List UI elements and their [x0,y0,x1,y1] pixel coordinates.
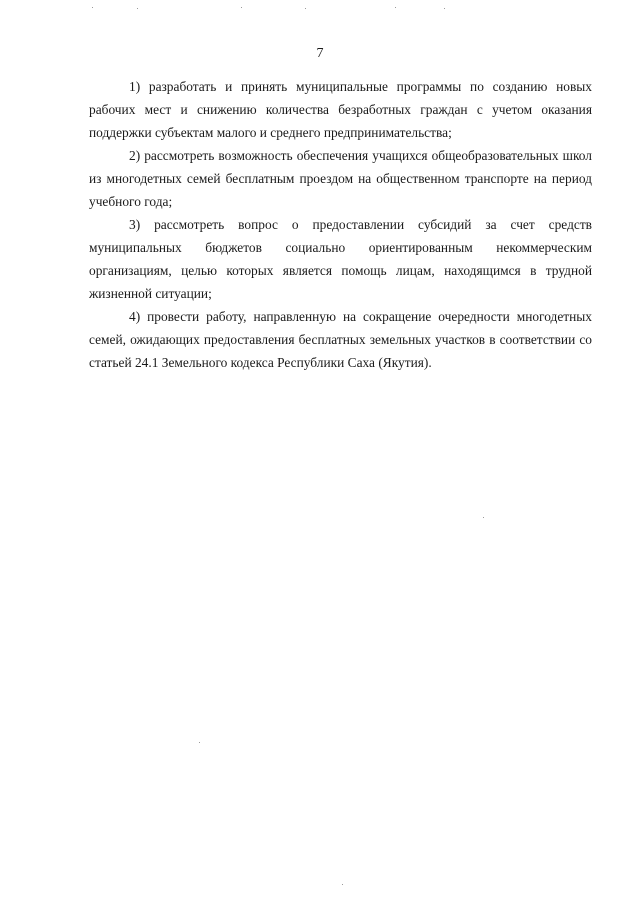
scan-speck [395,7,396,8]
page-number: 7 [316,46,324,61]
paragraph-1: 1) разработать и принять муниципальные программы по созданию новых рабочих мест и снижению количества безработных граждан с учетом оказания поддержки субъектам малого и среднего предпринимательства; [89,79,592,140]
scan-speck [241,7,242,8]
paragraph-4: 4) провести работу, направленную на сокращение очередности многодетных семей, ожидающих предоставления бесплатных земельных участков в соответствии со статьей 24.1 Земельного кодекса Республики Саха (Якутия). [89,309,592,370]
scan-speck [199,742,200,743]
scan-speck [92,7,93,8]
paragraph-2: 2) рассмотреть возможность обеспечения учащихся общеобразовательных школ из многодетных семей бесплатным проездом на общественном транспорте на период учебного года; [89,148,592,209]
scan-speck [342,884,343,885]
scan-speck [483,517,484,518]
scan-speck [444,8,445,9]
paragraph-3: 3) рассмотреть вопрос о предоставлении субсидий за счет средств муниципальных бюджетов социально ориентированным некоммерческим организациям, целью которых является помощь лицам, находящимся в трудной жизненной ситуации; [89,217,592,301]
document-body [89,75,592,374]
scan-speck [305,8,306,9]
scan-speck [137,8,138,9]
